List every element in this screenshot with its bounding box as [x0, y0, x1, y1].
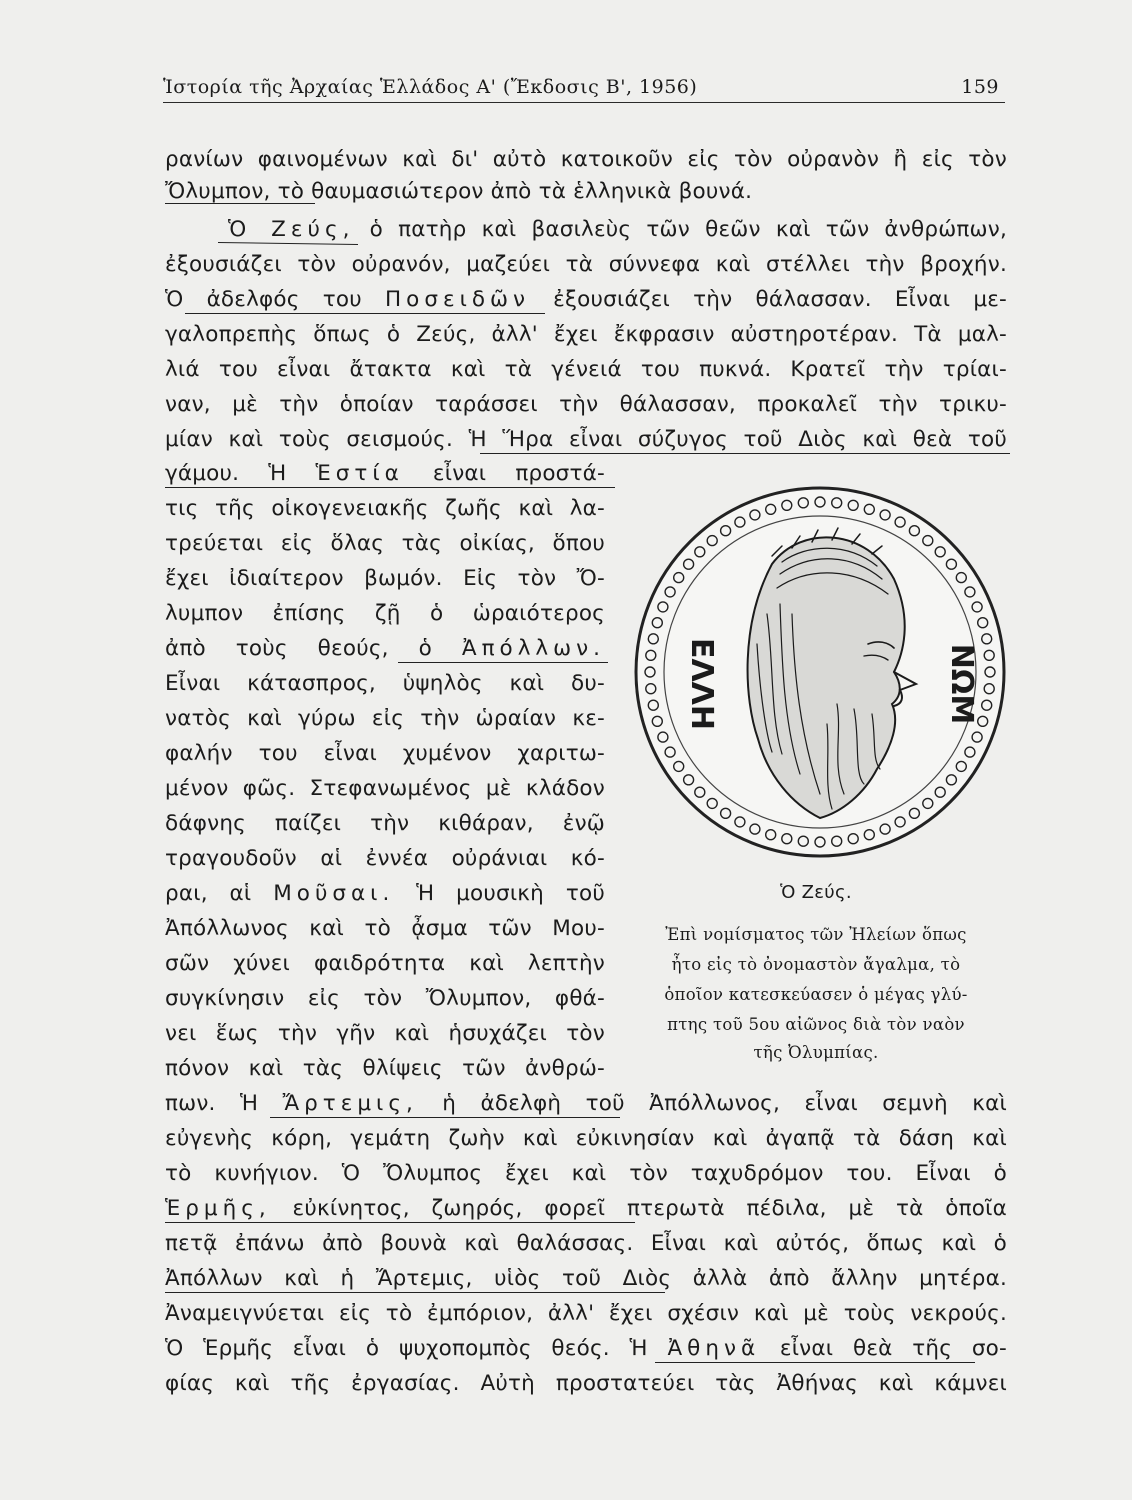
text-line: Εἶναι κάτασπρος, ὑψηλὸς καὶ δυ- [165, 671, 605, 696]
text-line: τρεύεται εἰς ὅλας τὰς οἰκίας, ὅπου [165, 531, 605, 556]
text-line: Ἑρμῆς, εὐκίνητος, ζωηρός, φορεῖ πτερωτὰ πέδιλα, μὲ τὰ ὁποῖα [165, 1196, 1008, 1221]
underline-mark [655, 1362, 975, 1363]
text-line: δάφνης παίζει τὴν κιθάραν, ἐνῷ [165, 811, 605, 836]
text-line: πετᾷ ἐπάνω ἀπὸ βουνὰ καὶ θαλάσσας. Εἶναι καὶ αὐτός, ὅπως καὶ ὁ [165, 1231, 1007, 1256]
underline-mark [480, 453, 1010, 454]
figure-caption-line: τῆς Ὀλυμπίας. [753, 1043, 879, 1062]
coin-legend-right: ΝΩΜ [944, 643, 979, 725]
text-line: Ὁ Ἑρμῆς εἶναι ὁ ψυχοπομπὸς θεός. Ἡ Ἀθηνᾶ εἶναι θεὰ τῆς σο- [165, 1336, 1007, 1361]
underline-mark [398, 662, 608, 663]
text-line: τραγουδοῦν αἱ ἐννέα οὐράνιαι κό- [165, 846, 605, 871]
text-line: Ἀπόλλωνος καὶ τὸ ᾆσμα τῶν Μου- [165, 916, 605, 941]
text-line: Ὁ Ζεύς, ὁ πατὴρ καὶ βασιλεὺς τῶν θεῶν καὶ τῶν ἀνθρώπων, [228, 217, 1008, 242]
god-name-athena: Ἀθηνᾶ [667, 1336, 761, 1361]
god-name-apollo: Ἀπόλλων. [461, 636, 605, 661]
text-line: μίαν καὶ τοὺς σεισμούς. Ἡ Ἥρα εἶναι σύζυγος τοῦ Διὸς καὶ θεὰ τοῦ [165, 427, 1007, 452]
text-line: νει ἕως τὴν γῆν καὶ ἡσυχάζει τὸν [165, 1021, 605, 1046]
text-line: γάμου. Ἡ Ἑστία εἶναι προστά- [165, 461, 605, 486]
god-name-muses: Μοῦσαι. [273, 881, 395, 906]
text-line: Ὄλυμπον, τὸ θαυμασιώτερον ἀπὸ τὰ ἑλληνικὰ βουνά. [165, 179, 753, 204]
text-line: μένον φῶς. Στεφανωμένος μὲ κλάδον [165, 776, 605, 801]
text-line: ρανίων φαινομένων καὶ δι' αὐτὸ κατοικοῦν εἰς τὸν οὐρανὸν ἢ εἰς τὸν [165, 147, 1007, 172]
god-name-hermes: Ἑρμῆς, [165, 1196, 271, 1221]
text-line: εὐγενὴς κόρη, γεμάτη ζωὴν καὶ εὐκινησίαν καὶ ἀγαπᾷ τὰ δάση καὶ [165, 1126, 1007, 1151]
text-line: νατὸς καὶ γύρω εἰς τὴν ὡραίαν κε- [165, 706, 605, 731]
god-name-artemis: Ἄρτεμις, [282, 1091, 418, 1116]
text-line: σῶν χύνει φαιδρότητα καὶ λεπτὴν [165, 951, 605, 976]
text-line: πόνον καὶ τὰς θλίψεις τῶν ἀνθρώ- [165, 1056, 605, 1081]
text-line: λιά του εἶναι ἄτακτα καὶ τὰ γένειά του πυκνά. Κρατεῖ τὴν τρίαι- [165, 357, 1007, 382]
figure-caption-title: Ὁ Ζεύς. [780, 882, 852, 903]
text-line: πων. Ἡ Ἄρτεμις, ἡ ἀδελφὴ τοῦ Ἀπόλλωνος, εἶναι σεμνὴ καὶ [165, 1091, 1007, 1116]
coin-legend-left: ΕΛΛΗ [684, 637, 719, 731]
figure-caption-line: ἦτο εἰς τὸ ὀνομαστὸν ἄγαλμα, τὸ [671, 955, 961, 974]
figure-caption-line: Ἐπὶ νομίσματος τῶν Ἠλείων ὅπως [665, 925, 967, 944]
text-line: τις τῆς οἰκογενειακῆς ζωῆς καὶ λα- [165, 496, 605, 521]
text-line: γαλοπρεπὴς ὅπως ὁ Ζεύς, ἀλλ' ἔχει ἔκφρασιν αὐστηροτέραν. Τὰ μαλ- [165, 322, 1007, 347]
god-name-zeus: Ὁ Ζεύς, [228, 217, 355, 242]
figure-caption-line: πτης τοῦ 5ου αἰῶνος διὰ τὸν ναὸν [667, 1015, 965, 1034]
text-line: ἐξουσιάζει τὸν οὐρανόν, μαζεύει τὰ σύννεφα καὶ στέλλει τὴν βροχήν. [165, 252, 1007, 277]
text-line: φίας καὶ τῆς ἐργασίας. Αὐτὴ προστατεύει τὰς Ἀθήνας καὶ κάμνει [165, 1371, 1007, 1396]
god-name-hestia: Ἑστία [315, 461, 404, 486]
text-line: Ἀναμειγνύεται εἰς τὸ ἐμπόριον, ἀλλ' ἔχει σχέσιν καὶ μὲ τοὺς νεκρούς. [165, 1301, 1007, 1326]
text-line: ραι, αἱ Μοῦσαι. Ἡ μουσικὴ τοῦ [165, 881, 605, 906]
running-header [163, 68, 1005, 103]
book-title: Ἱστορία τῆς Ἀρχαίας Ἑλλάδος Α' (Ἔκδοσις Β', 1956) [163, 76, 698, 98]
text-line: τὸ κυνήγιον. Ὁ Ὄλυμπος ἔχει καὶ τὸν ταχυδρόμον του. Εἶναι ὁ [165, 1161, 1007, 1186]
underline-mark [185, 313, 545, 314]
text-line: λυμπον ἐπίσης ζῇ ὁ ὡραιότερος [165, 601, 605, 626]
zeus-coin-illustration [632, 484, 1008, 860]
underline-mark [165, 1222, 635, 1223]
text-line: φαλήν του εἶναι χυμένον χαριτω- [165, 741, 605, 766]
text-line: Ὁ ἀδελφός του Ποσειδῶν ἐξουσιάζει τὴν θάλασσαν. Εἶναι με- [165, 287, 1007, 312]
underline-mark [270, 1117, 620, 1118]
text-line: ἀπὸ τοὺς θεούς, ὁ Ἀπόλλων. [165, 636, 605, 661]
text-line: Ἀπόλλων καὶ ἡ Ἄρτεμις, υἱὸς τοῦ Διὸς ἀλλὰ ἀπὸ ἄλλην μητέρα. [165, 1266, 1007, 1291]
god-name-poseidon: Ποσειδῶν [385, 287, 531, 312]
text-line: ναν, μὲ τὴν ὁποίαν ταράσσει τὴν θάλασσαν, προκαλεῖ τὴν τρικυ- [165, 392, 1007, 417]
figure-caption-line: ὁποῖον κατεσκεύασεν ὁ μέγας γλύ- [664, 985, 968, 1004]
underline-mark [165, 1292, 665, 1293]
text-line: συγκίνησιν εἰς τὸν Ὄλυμπον, φθά- [165, 986, 605, 1011]
page-number: 159 [961, 76, 999, 98]
underline-mark [165, 203, 315, 204]
underline-mark [165, 487, 615, 488]
text-line: ἔχει ἰδιαίτερον βωμόν. Εἰς τὸν Ὄ- [165, 566, 605, 591]
